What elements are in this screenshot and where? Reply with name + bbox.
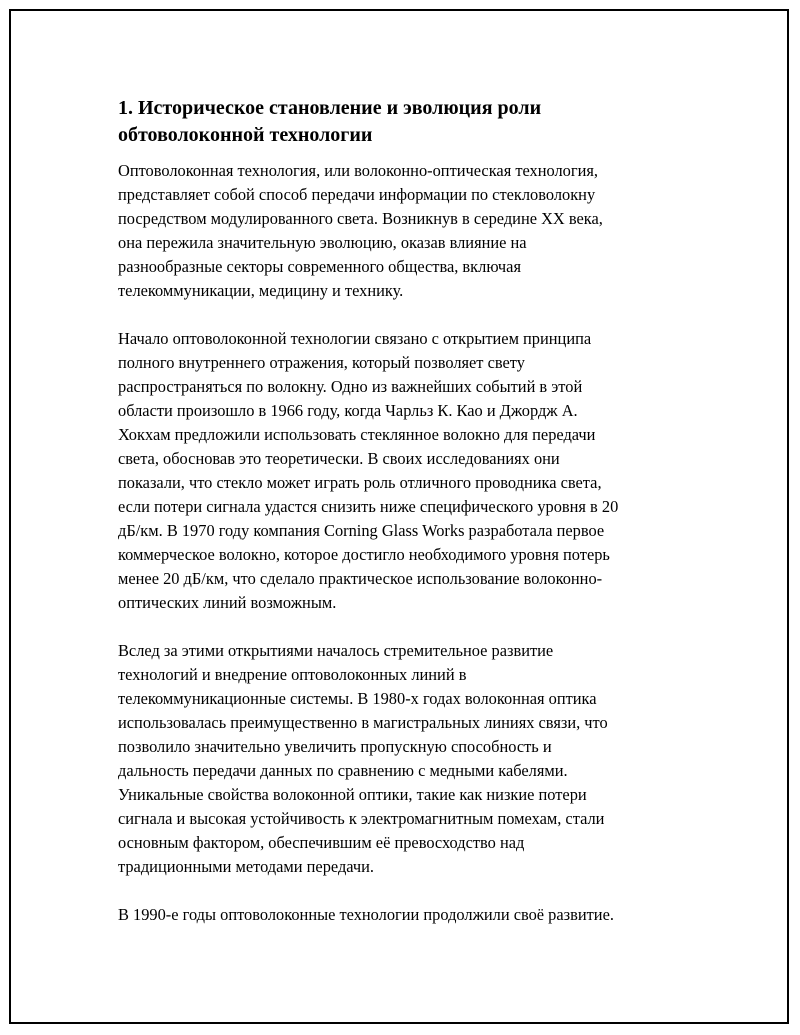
paragraph-line: распространяться по волокну. Одно из важнейших событий в этой <box>118 377 583 396</box>
heading-line: обтоволоконной технологии <box>118 124 373 146</box>
paragraph-line: основным фактором, обеспечившим её превосходство над <box>118 833 525 852</box>
paragraph-line: света, обосновав это теоретически. В своих исследованиях они <box>118 449 560 468</box>
section-heading <box>118 95 698 149</box>
paragraph-line: области произошло в 1966 году, когда Чарльз К. Као и Джордж А. <box>118 401 578 420</box>
paragraph-line: полного внутреннего отражения, который позволяет свету <box>118 353 525 372</box>
paragraph-line: Хокхам предложили использовать стеклянное волокно для передачи <box>118 425 596 444</box>
paragraph-line: телекоммуникационные системы. В 1980-х годах волоконная оптика <box>118 689 597 708</box>
paragraph-line: показали, что стекло может играть роль отличного проводника света, <box>118 473 602 492</box>
paragraph-line: традиционными методами передачи. <box>118 857 375 876</box>
paragraph-2 <box>118 327 698 615</box>
paragraph-line: телекоммуникации, медицину и технику. <box>118 281 404 300</box>
paragraph-line: коммерческое волокно, которое достигло необходимого уровня потерь <box>118 545 610 564</box>
paragraph-line: дальность передачи данных по сравнению с медными кабелями. <box>118 761 568 780</box>
paragraph-line: использовалась преимущественно в магистральных линиях связи, что <box>118 713 608 732</box>
paragraph-line: разнообразные секторы современного общества, включая <box>118 257 521 276</box>
paragraph-line: Уникальные свойства волоконной оптики, такие как низкие потери <box>118 785 587 804</box>
paragraph-line: оптических линий возможным. <box>118 593 337 612</box>
paragraph-line: представляет собой способ передачи информации по стекловолокну <box>118 185 596 204</box>
paragraph-line: если потери сигнала удастся снизить ниже специфического уровня в 20 <box>118 497 619 516</box>
paragraph-line: технологий и внедрение оптоволоконных линий в <box>118 665 467 684</box>
paragraph-4 <box>118 903 698 927</box>
paragraph-line: сигнала и высокая устойчивость к электромагнитным помехам, стали <box>118 809 605 828</box>
paragraph-line: Оптоволоконная технология, или волоконно-оптическая технология, <box>118 161 599 180</box>
paragraph-line: дБ/км. В 1970 году компания Corning Glass Works разработала первое <box>118 521 605 540</box>
paragraph-line: менее 20 дБ/км, что сделало практическое использование волоконно- <box>118 569 603 588</box>
paragraph-line: Вслед за этими открытиями началось стремительное развитие <box>118 641 554 660</box>
document-body <box>118 95 698 951</box>
heading-line: 1. Историческое становление и эволюция роли <box>118 97 542 119</box>
paragraph-line: В 1990-е годы оптоволоконные технологии продолжили своё развитие. <box>118 905 614 924</box>
paragraph-1 <box>118 159 698 303</box>
paragraph-line: Начало оптоволоконной технологии связано с открытием принципа <box>118 329 592 348</box>
paragraph-line: посредством модулированного света. Возникнув в середине XX века, <box>118 209 603 228</box>
paragraph-line: она пережила значительную эволюцию, оказав влияние на <box>118 233 527 252</box>
paragraph-3 <box>118 639 698 879</box>
paragraph-line: позволило значительно увеличить пропускную способность и <box>118 737 552 756</box>
